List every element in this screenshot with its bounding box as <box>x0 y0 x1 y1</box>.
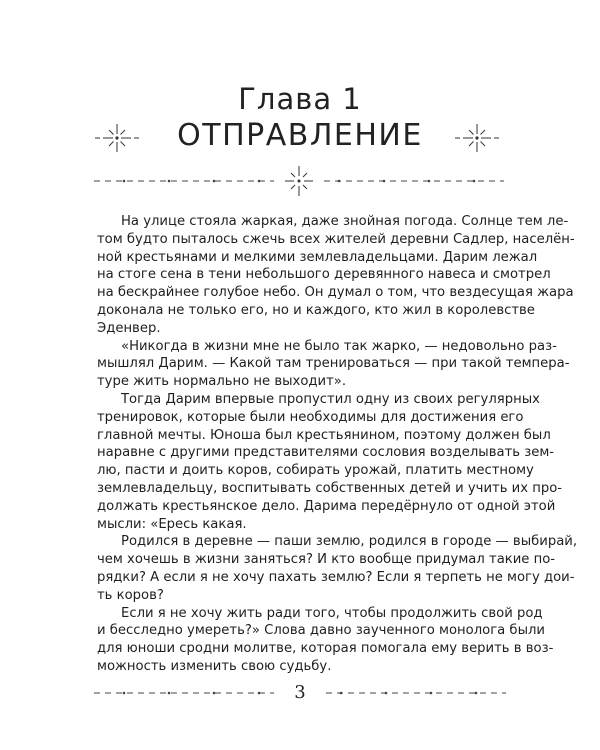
text-line: мысли: «Ересь какая. <box>97 516 247 532</box>
paragraph <box>97 533 578 604</box>
text-line: рядки? А если я не хочу пахать землю? Если я терпеть не могу дои- <box>97 569 575 585</box>
page-number: 3 <box>294 682 306 703</box>
text-line: на бескрайнее голубое небо. Он думал о том, что вездесущая жара <box>97 285 574 301</box>
text-line: «Никогда в жизни мне не было так жарко, — недовольно раз- <box>121 338 557 354</box>
text-line: том будто пыталось сжечь всех жителей деревни Садлер, населён- <box>97 231 575 247</box>
text-line: для юноши сродни молитве, которая помогала ему верить в воз- <box>97 641 554 657</box>
text-line: ной крестьянами и мелкими землевладельцами. Дарим лежал <box>97 249 538 265</box>
text-line: Родился в деревне — паши землю, родился в городе — выбирай, <box>121 534 578 550</box>
text-line: землевладельцу, воспитывать собственных детей и учить их про- <box>97 480 563 496</box>
paragraph <box>97 391 563 533</box>
text-line: Эденвер. <box>97 320 161 336</box>
text-line: На улице стояла жаркая, даже знойная погода. Солнце тем ле- <box>121 214 569 229</box>
text-line: должать крестьянское дело. Дарима передёрнуло от одной этой <box>97 498 556 514</box>
chapter-divider <box>94 160 504 200</box>
paragraph <box>97 605 554 676</box>
paragraph <box>97 213 575 338</box>
text-line: Если я не хочу жить ради того, чтобы продолжить свой род <box>121 605 543 621</box>
text-line: мышлял Дарим. — Какой там тренироваться — при такой темпера- <box>97 356 570 372</box>
text-line: тренировок, которые были необходимы для достижения его <box>97 409 524 425</box>
text-line: ть коров? <box>97 587 164 603</box>
text-line: лю, пасти и доить коров, собирать урожай, платить местному <box>97 463 534 479</box>
right-star-ornament <box>454 118 500 158</box>
text-line: наравне с другими представителями сословия возделывать зем- <box>97 445 555 461</box>
left-star-ornament <box>94 118 140 158</box>
chapter-label: Глава 1 <box>238 82 362 116</box>
text-line: главной мечты. Юноша был крестьянином, поэтому должен был <box>97 427 551 443</box>
paragraph <box>97 338 570 391</box>
text-line: на стоге сена в тени небольшого деревянного навеса и смотрел <box>97 267 551 283</box>
text-line: доконала не только его, но и каждого, кто жил в королевстве <box>97 302 535 318</box>
text-line: и бесследно умереть?» Слова давно заученного монолога были <box>97 623 545 639</box>
chapter-body-text <box>97 213 578 676</box>
text-line: Тогда Дарим впервые пропустил одну из своих регулярных <box>121 391 540 407</box>
text-line: можность изменить свою судьбу. <box>97 658 332 674</box>
chapter-title: ОТПРАВЛЕНИЕ <box>177 118 423 153</box>
text-line: туре жить нормально не выходит». <box>97 374 347 390</box>
text-line: чем хочешь в жизни заняться? И кто вообще придумал такие по- <box>97 552 556 568</box>
